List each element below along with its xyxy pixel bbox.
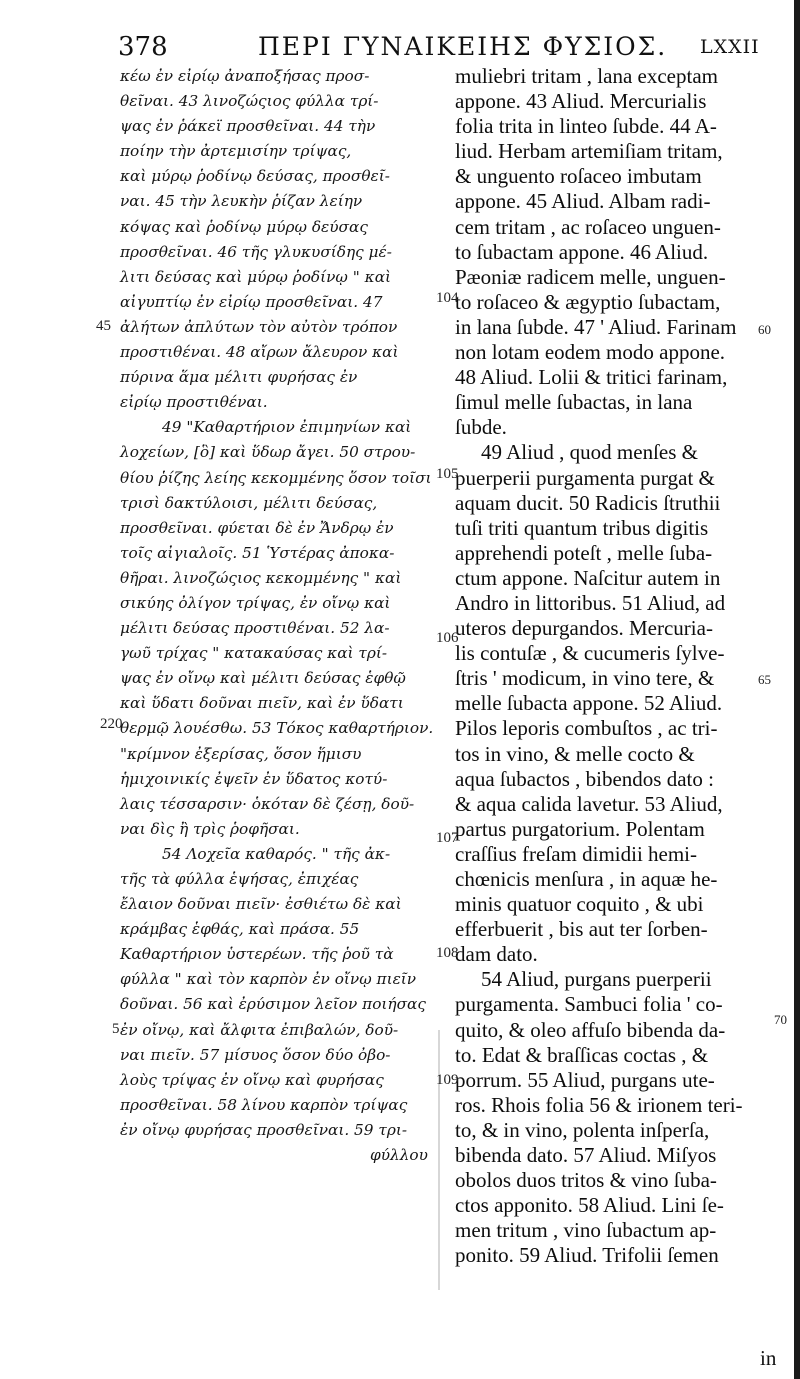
latin-line: tuſi triti quantum tribus digitis — [455, 515, 709, 540]
latin-line: melle ſubacta appone. 52 Aliud. — [455, 691, 723, 716]
latin-line: bibenda dato. 57 Aliud. Miſyos — [455, 1143, 717, 1168]
greek-line: μέλιτι δεύσας προστιθέναι. 52 λα- — [120, 619, 390, 638]
greek-line: τρισὶ δακτύλοισι, μέλιτι δεύσας, — [120, 493, 378, 512]
margin-section-number: 109 — [436, 1072, 459, 1088]
latin-line: to ſubactam appone. 46 Aliud. — [455, 239, 709, 264]
running-title: ΠΕΡΙ ΓΥΝΑΙΚΕΙΗΣ ΦΥΣΙΟΣ. — [258, 32, 668, 61]
latin-line: puerperii purgamenta purgat & — [455, 465, 715, 490]
greek-line: προσθεῖναι. φύεται δὲ ἐν Ἄνδρῳ ἐν — [120, 518, 394, 537]
page-number: 378 — [118, 32, 168, 62]
latin-line: uteros depurgandos. Mercuria- — [455, 616, 713, 641]
chapter-number: LXXII — [700, 36, 760, 58]
margin-line-number: 60 — [758, 322, 771, 337]
greek-line: θερμῷ λουέσθω. 53 Τόκος καθαρτήριον. — [120, 719, 434, 738]
latin-line: in lana ſubde. 47 ' Aliud. Farinam — [455, 314, 737, 339]
latin-line: Pilos leporis combuſtos , ac tri- — [455, 716, 718, 741]
greek-line: ἡμιχοινικίς ἐψεῖν ἐν ὕδατος κοτύ- — [120, 769, 388, 788]
margin-section-number: 107 — [436, 830, 459, 846]
latin-line: to roſaceo & ægyptio ſubactam, — [455, 289, 721, 314]
greek-line: κέω ἐν εἰρίῳ ἀναποξήσας προσ- — [120, 67, 370, 85]
catchword: in — [760, 1346, 777, 1370]
latin-line: tos in vino, & melle cocto & — [455, 741, 695, 766]
latin-line: apprehendi poteſt , melle ſuba- — [455, 540, 713, 565]
greek-line: ποίην τὴν ἀρτεμισίην τρίψας, — [120, 142, 352, 161]
latin-line: ſimul melle ſubactas, in lana — [455, 390, 693, 415]
margin-line-number: 65 — [758, 672, 771, 687]
latin-line: craſſius freſam dimidii hemi- — [455, 841, 698, 866]
greek-line: τοῖς αἰγιαλοῖς. 51 Ὑστέρας ἀποκα- — [120, 543, 395, 562]
greek-line: τῆς τὰ φύλλα ἑψήσας, ἐπιχέας — [120, 870, 359, 888]
latin-line: men tritum , vino ſubactum ap- — [455, 1218, 717, 1243]
latin-line: ctos apponito. 58 Aliud. Lini ſe- — [455, 1193, 724, 1218]
latin-line: appone. 45 Aliud. Albam radi- — [455, 189, 711, 214]
latin-paragraph-start: 54 Aliud, purgans puerperii — [481, 967, 712, 992]
greek-line: σικύης ὀλίγον τρίψας, ἐν οἴνῳ καὶ — [120, 593, 391, 612]
margin-line-number: 45 — [96, 318, 111, 334]
margin-section-number: 108 — [436, 945, 459, 961]
latin-line: to, & in vino, polenta inſperſa, — [455, 1117, 710, 1142]
greek-line: ἔλαιον δοῦναι πιεῖν· ἐσθιέτω δὲ καὶ — [120, 895, 402, 914]
latin-line: Andro in littoribus. 51 Aliud, ad — [455, 590, 726, 615]
greek-line: ψας ἐν οἴνῳ καὶ μέλιτι δεύσας ἑφθῷ — [120, 669, 406, 688]
latin-line: & unguento roſaceo imbutam — [455, 164, 702, 189]
latin-line: obolos duos tritos & vino ſuba- — [455, 1168, 717, 1193]
greek-line: ναι πιεῖν. 57 μίσυος ὅσον δύο ὀβο- — [120, 1045, 391, 1064]
latin-line: non lotam eodem modo appone. — [455, 340, 726, 365]
latin-line: cem tritam , ac roſaceo unguen- — [455, 214, 721, 239]
greek-line: ἐν οἴνῳ φυρήσας προσθεῖναι. 59 τρι- — [120, 1120, 407, 1139]
column-gutter-mark — [438, 1030, 440, 1290]
greek-line: φύλλα " καὶ τὸν καρπὸν ἐν οἴνῳ πιεῖν — [120, 970, 417, 989]
greek-text-column — [120, 64, 438, 1168]
latin-line: aqua ſubactos , bibendos dato : — [455, 766, 714, 791]
greek-line: κόψας καὶ ῥοδίνῳ μύρῳ δεύσας — [120, 217, 368, 236]
greek-line: ναι δὶς ἢ τρὶς ῥοφῆσαι. — [120, 819, 300, 838]
latin-line: ponito. 59 Aliud. Trifolii ſemen — [455, 1243, 719, 1268]
latin-line: ſubde. — [455, 415, 507, 440]
greek-line: κράμβας ἑφθάς, καὶ πράσα. 55 — [120, 920, 360, 939]
latin-line: minis quatuor coquito , & ubi — [455, 892, 704, 917]
latin-line: liud. Herbam artemiſiam tritam, — [455, 139, 723, 164]
greek-line: φύλλου — [370, 1146, 428, 1165]
latin-line: quito, & oleo affuſo bibenda da- — [455, 1017, 726, 1042]
latin-line: ros. Rhois folia 56 & irionem teri- — [455, 1092, 743, 1117]
latin-line: ctum appone. Naſcitur autem in — [455, 565, 721, 590]
greek-line: καὶ ὕδατι δοῦναι πιεῖν, καὶ ἐν ὕδατι — [120, 694, 404, 713]
greek-line: ψας ἐν ῥάκεϊ προσθεῖναι. 44 τὴν — [120, 117, 376, 136]
latin-paragraph-start: 49 Aliud , quod menſes & — [481, 440, 698, 465]
latin-line: porrum. 55 Aliud, purgans ute- — [455, 1067, 715, 1092]
greek-paragraph-start: 54 Λοχεῖα καθαρός. " τῆς ἀκ- — [162, 844, 391, 863]
greek-line: αἰγυπτίῳ ἐν εἰρίῳ προσθεῖναι. 47 — [120, 292, 383, 311]
latin-line: to. Edat & braſſicas coctas , & — [455, 1042, 709, 1067]
latin-line: chœnicis menſura , in aquæ he- — [455, 867, 718, 891]
latin-line: dam dato. — [455, 942, 538, 967]
page-edge-shadow — [794, 0, 800, 1379]
latin-line: Pæoniæ radicem melle, unguen- — [455, 264, 726, 289]
greek-line: θῆραι. λινοζώςιος κεκομμένης " καὶ — [120, 568, 402, 587]
latin-line: partus purgatorium. Polentam — [455, 816, 705, 841]
running-head — [0, 30, 800, 66]
latin-line: ſtris ' modicum, in vino tere, & — [455, 666, 715, 691]
greek-line: δοῦναι. 56 καὶ ἐρύσιμον λεῖον ποιήσας — [120, 995, 426, 1014]
latin-line: & aqua calida lavetur. 53 Aliud, — [455, 791, 723, 816]
latin-line: muliebri tritam , lana exceptam — [455, 64, 718, 88]
greek-paragraph-start: 49 "Καθαρτήριον ἐπιμηνίων καὶ — [162, 418, 412, 437]
margin-line-number: 5 — [112, 1021, 120, 1037]
margin-section-number: 104 — [436, 290, 459, 306]
greek-line: ἐν οἴνῳ, καὶ ἄλφιτα ἐπιβαλών, δοῦ- — [120, 1020, 399, 1039]
greek-line: γωῦ τρίχας " κατακαύσας καὶ τρί- — [120, 644, 388, 663]
greek-line: λαις τέσσαρσιν· ὁκόταν δὲ ζέσῃ, δοῦ- — [120, 794, 415, 813]
greek-line: "κρίμνον ἐξερίσας, ὅσον ἥμισυ — [120, 744, 362, 763]
greek-line: Καθαρτήριον ὑστερέων. τῆς ῥοῦ τὰ — [120, 945, 394, 964]
greek-line: λιτι δεύσας καὶ μύρῳ ῥοδίνῳ " καὶ — [120, 267, 392, 286]
latin-text-column — [455, 64, 785, 1269]
greek-line: θεῖναι. 43 λινοζώςιος φύλλα τρί- — [120, 92, 379, 111]
latin-line: folia trita in linteo ſubde. 44 A- — [455, 114, 717, 139]
greek-line: καὶ μύρῳ ῥοδίνῳ δεύσας, προσθεῖ- — [120, 167, 390, 186]
greek-line: πύρινα ἅμα μέλιτι φυρήσας ἐν — [120, 368, 358, 387]
margin-section-number: 106 — [436, 630, 459, 646]
latin-line: aquam ducit. 50 Radicis ſtruthii — [455, 490, 721, 515]
greek-line: προσθεῖναι. 58 λίνου καρπὸν τρίψας — [120, 1095, 408, 1114]
latin-line: appone. 43 Aliud. Mercurialis — [455, 89, 707, 114]
margin-section-number: 105 — [436, 466, 459, 482]
greek-line: προσθεῖναι. 46 τῆς γλυκυσίδης μέ- — [120, 242, 392, 261]
greek-line: λοὺς τρίψας ἐν οἴνῳ καὶ φυρήσας — [120, 1070, 384, 1089]
greek-line: λοχείων, [ὃ] καὶ ὕδωρ ἄγει. 50 στρου- — [120, 443, 416, 462]
latin-line: efferbuerit , bis aut ter ſorben- — [455, 917, 708, 942]
greek-line: εἰρίῳ προστιθέναι. — [120, 393, 268, 412]
margin-line-number: 220 — [100, 716, 123, 732]
latin-line: 48 Aliud. Lolii & tritici farinam, — [455, 365, 728, 390]
greek-line: ναι. 45 τὴν λευκὴν ῥίζαν λείην — [120, 192, 363, 211]
margin-line-number: 70 — [774, 1012, 787, 1027]
greek-line: θίου ῥίζης λείης κεκομμένης ὅσον τοῖσι — [120, 468, 432, 487]
latin-line: lis contuſæ , & cucumeris ſylve- — [455, 641, 725, 666]
greek-line: ἀλήτων ἀπλύτων τὸν αὐτὸν τρόπον — [120, 317, 398, 336]
latin-line: purgamenta. Sambuci folia ' co- — [455, 992, 723, 1017]
greek-line: προστιθέναι. 48 αἴρων ἄλευρον καὶ — [120, 343, 399, 362]
